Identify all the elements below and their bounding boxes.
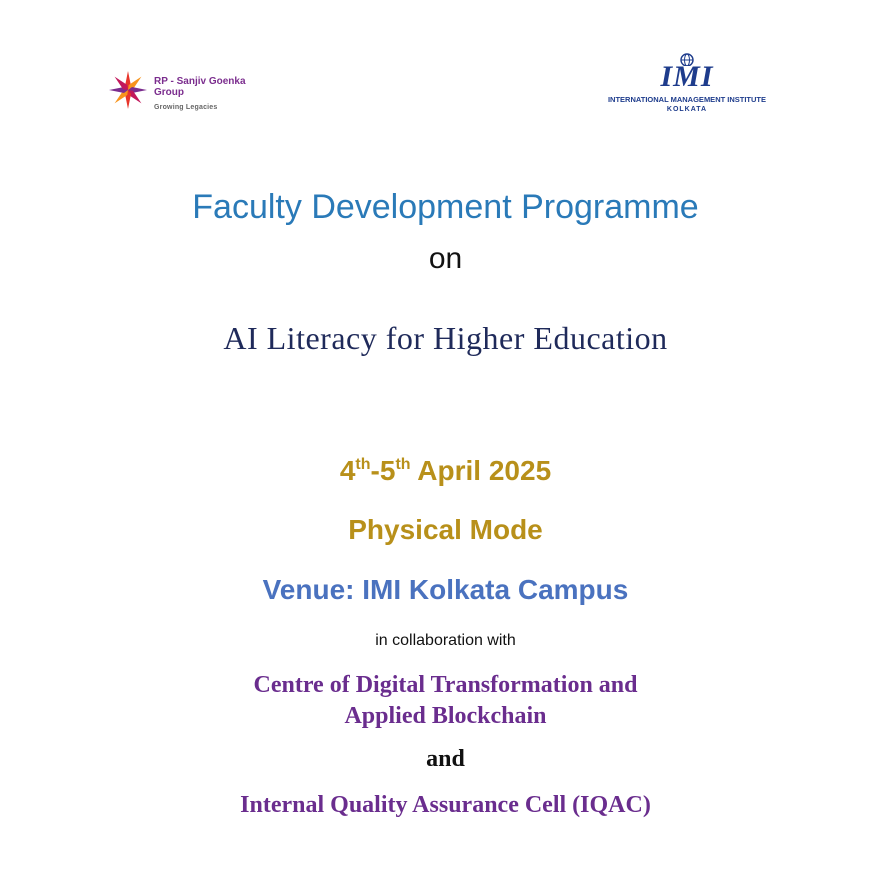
topic-title: AI Literacy for Higher Education (223, 320, 668, 356)
date-day1-suffix: th (355, 456, 371, 473)
event-venue: Venue: IMI Kolkata Campus (262, 574, 629, 605)
imi-full-name: INTERNATIONAL MANAGEMENT INSTITUTE (607, 95, 767, 104)
rpsg-name-line2: Group (154, 87, 184, 98)
rpsg-tagline: Growing Legacies (154, 104, 218, 111)
imi-wordmark: IMI (660, 60, 714, 93)
event-mode: Physical Mode (348, 514, 543, 545)
star-burst-icon (106, 70, 150, 110)
date-day1: 4 (339, 455, 356, 486)
partner-cdtab-line2: Applied Blockchain (344, 703, 547, 729)
partner-cdtab-line1: Centre of Digital Transformation and (253, 672, 638, 698)
imi-logo (594, 52, 780, 116)
rpsg-logo (106, 68, 266, 116)
collaboration-intro: in collaboration with (375, 632, 516, 649)
rpsg-name-line1: RP - Sanjiv Goenka (154, 76, 246, 87)
event-date (0, 455, 891, 487)
partner-iqac: Internal Quality Assurance Cell (IQAC) (240, 792, 651, 818)
date-dash: -5 (370, 455, 396, 486)
title-connector: on (428, 242, 463, 275)
date-rest: April 2025 (410, 455, 552, 486)
collaboration-conjunction: and (426, 746, 465, 772)
date-day2-suffix: th (395, 456, 411, 473)
imi-city: KOLKATA (666, 106, 708, 113)
partner-cdtab (0, 670, 891, 732)
programme-title: Faculty Development Programme (192, 188, 699, 226)
rpsg-name (154, 76, 246, 98)
